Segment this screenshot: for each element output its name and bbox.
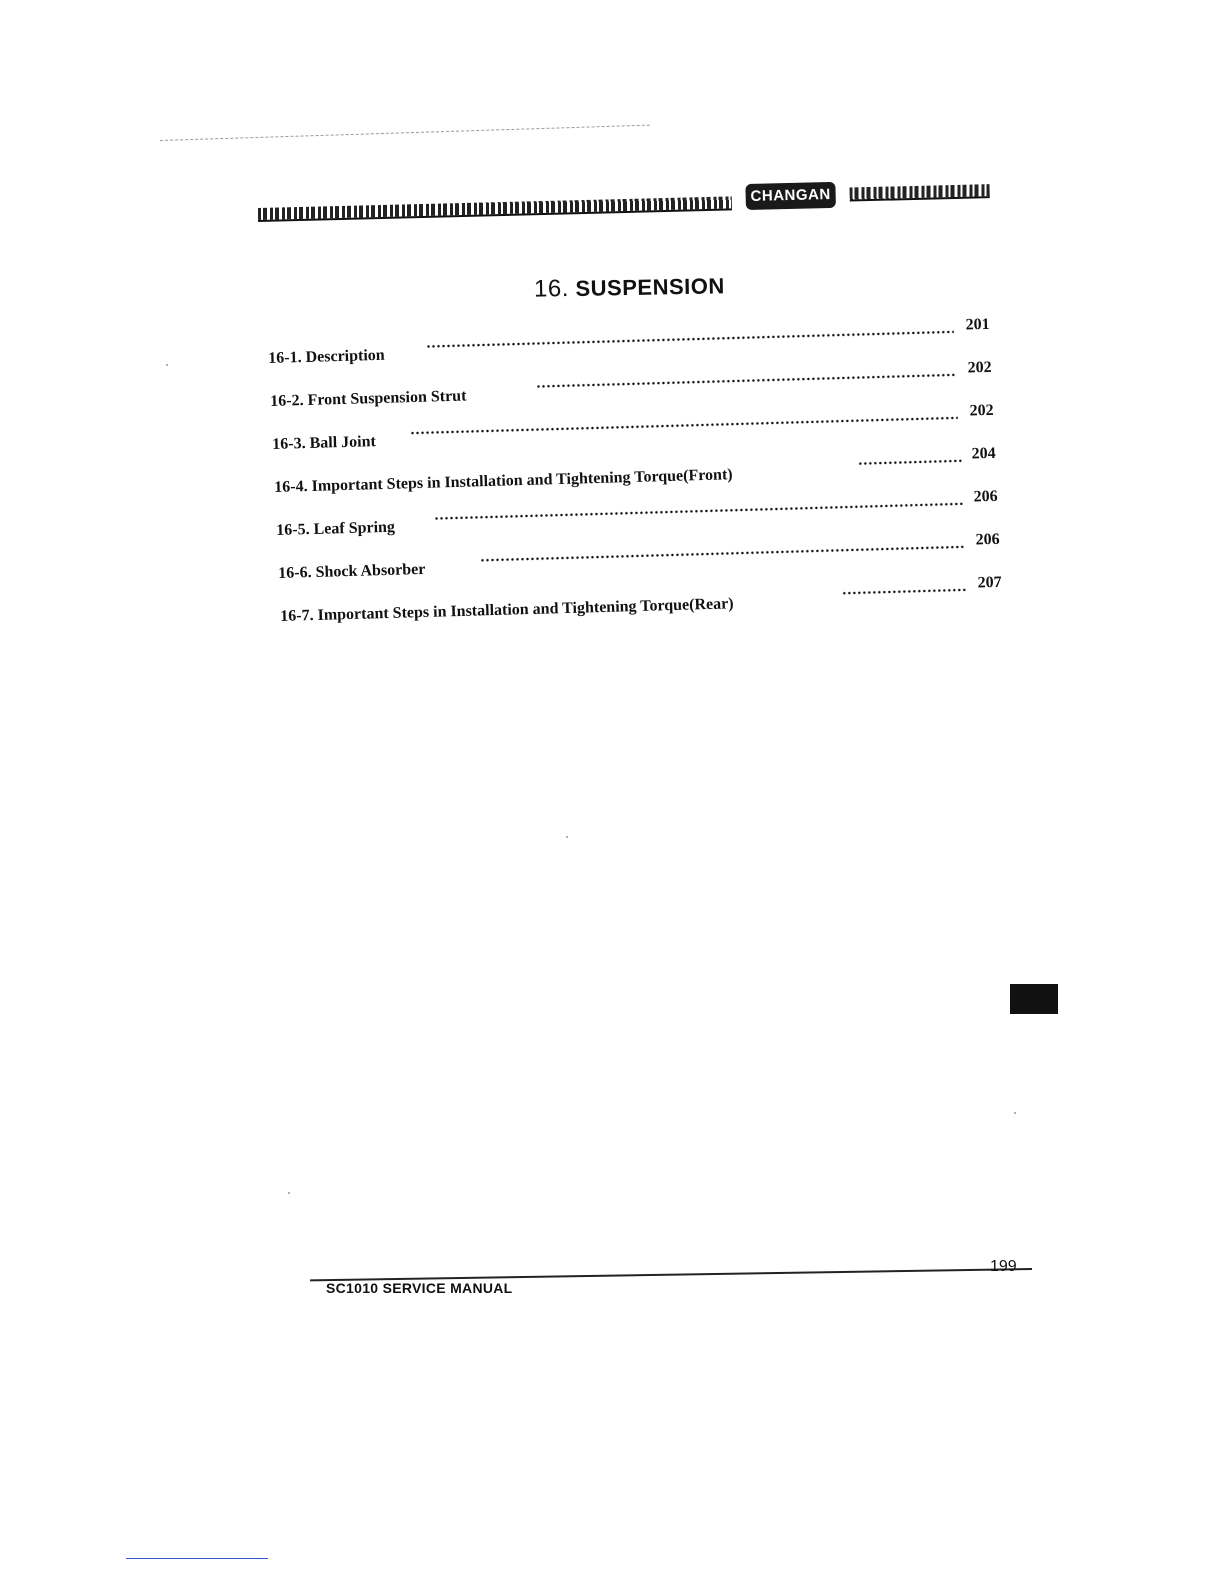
toc-entry-page: 206 (973, 487, 998, 506)
toc-entry (274, 444, 1004, 496)
toc-leader-dots (842, 587, 968, 597)
bottom-underline (126, 1558, 268, 1559)
section-thumb-tab (1010, 984, 1058, 1014)
brand-logo: CHANGAN (745, 182, 836, 210)
toc-entry (280, 573, 1010, 625)
toc-entry-label: 16-4. Important Steps in Installation and Tightening Torque(Front) (274, 466, 733, 496)
toc-entry-page: 207 (977, 573, 1002, 592)
toc-entry-page: 201 (965, 315, 990, 334)
toc-entry (278, 530, 1008, 582)
toc-leader-dots (434, 501, 964, 522)
scan-speck (288, 1192, 290, 1194)
toc-entry-label: 16-5. Leaf Spring (276, 518, 396, 539)
scan-speck (566, 836, 568, 838)
section-title-text: SUSPENSION (575, 273, 725, 301)
toc-entry-label: 16-3. Ball Joint (272, 433, 377, 453)
toc-entry (276, 487, 1006, 539)
section-number: 16. (533, 275, 570, 303)
toc-entry-label: 16-6. Shock Absorber (278, 560, 426, 582)
footer-page-number: 199 (990, 1258, 1017, 1275)
toc-entry (268, 315, 998, 367)
toc-entry (272, 401, 1002, 453)
toc-entry-page: 204 (971, 444, 996, 463)
toc-leader-dots (858, 458, 962, 467)
toc-entry-page: 202 (969, 401, 994, 420)
toc-entry-page: 202 (967, 358, 992, 377)
toc-entry-label: 16-1. Description (268, 346, 385, 367)
toc-leader-dots (410, 415, 958, 436)
scan-speck (166, 364, 168, 366)
toc-entry-label: 16-2. Front Suspension Strut (270, 387, 467, 410)
scan-speck (1014, 1112, 1016, 1114)
toc-leader-dots (480, 544, 966, 564)
toc-entry (270, 358, 1000, 410)
footer-manual-title: SC1010 SERVICE MANUAL (326, 1280, 513, 1296)
toc-entry-page: 206 (975, 530, 1000, 549)
toc-leader-dots (536, 372, 956, 390)
toc-entry-label: 16-7. Important Steps in Installation and Tightening Torque(Rear) (280, 595, 734, 625)
toc-leader-dots (426, 329, 954, 350)
